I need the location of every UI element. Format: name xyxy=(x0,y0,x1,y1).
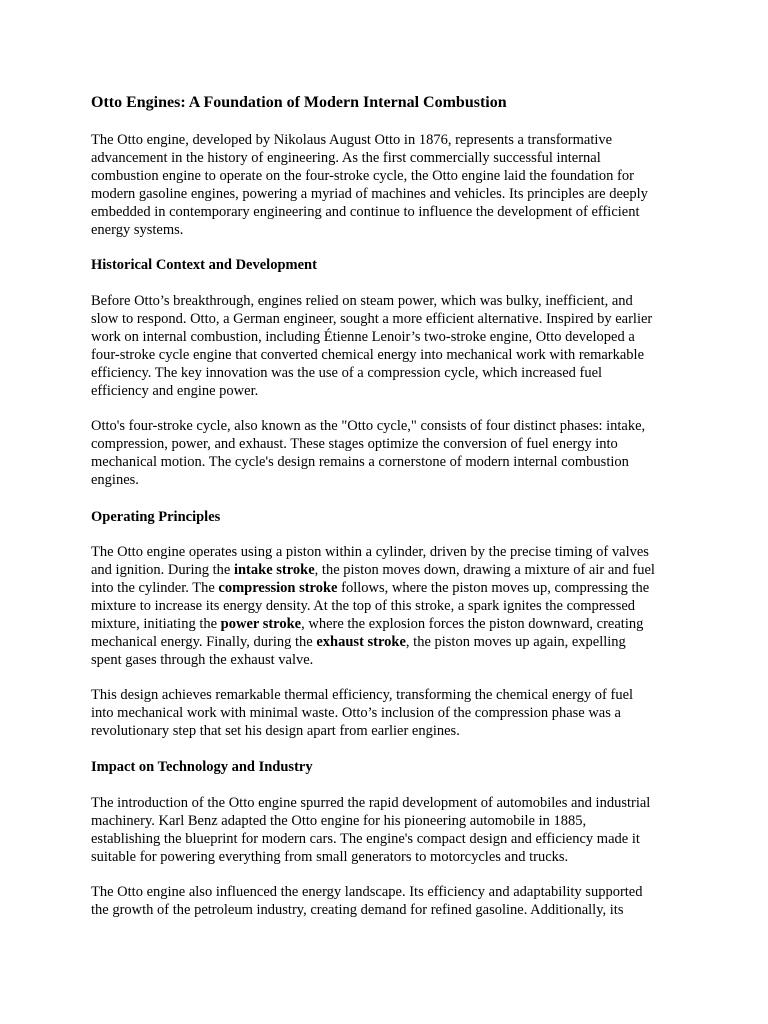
text-line: four-stroke cycle engine that converted chemical energy into mechanical work with remarkable xyxy=(91,347,645,363)
text-line: slow to respond. Otto, a German engineer, sought a more efficient alternative. Inspired by earlier xyxy=(91,311,653,327)
text-run: , where the explosion forces the piston downward, creating xyxy=(301,616,644,632)
text-line xyxy=(91,561,681,579)
text-line: Before Otto’s breakthrough, engines relied on steam power, which was bulky, inefficient, and xyxy=(91,293,633,309)
term-compression-stroke: compression stroke xyxy=(218,580,338,596)
history-paragraph-1 xyxy=(91,292,681,400)
text-line: mixture to increase its energy density. At the top of this stroke, a spark ignites the compressed xyxy=(91,598,636,614)
term-power-stroke: power stroke xyxy=(220,616,302,632)
operating-paragraph-2 xyxy=(91,686,681,740)
text-line: suitable for powering everything from small generators to motorcycles and trucks. xyxy=(91,849,569,865)
text-line: The Otto engine operates using a piston within a cylinder, driven by the precise timing of valves xyxy=(91,544,649,560)
section-heading-impact: Impact on Technology and Industry xyxy=(91,759,313,775)
document-title: Otto Engines: A Foundation of Modern Internal Combustion xyxy=(91,94,507,111)
text-line: revolutionary step that set his design apart from earlier engines. xyxy=(91,723,460,739)
text-run: into the cylinder. The xyxy=(91,580,219,596)
history-paragraph-2 xyxy=(91,417,681,489)
impact-paragraph-2 xyxy=(91,883,681,919)
text-line xyxy=(91,579,681,597)
impact-paragraph-1 xyxy=(91,794,681,866)
term-exhaust-stroke: exhaust stroke xyxy=(316,634,406,650)
text-run: , the piston moves up again, expelling xyxy=(405,634,626,650)
text-run: and ignition. During the xyxy=(91,562,234,578)
operating-paragraph-1 xyxy=(91,543,681,669)
section-heading-history: Historical Context and Development xyxy=(91,257,317,273)
text-line: advancement in the history of engineering. As the first commercially successful internal xyxy=(91,150,601,166)
text-line: spent gases through the exhaust valve. xyxy=(91,652,314,668)
text-line: Otto's four-stroke cycle, also known as the "Otto cycle," consists of four distinct phases: intake, xyxy=(91,418,646,434)
text-line: combustion engine to operate on the four-stroke cycle, the Otto engine laid the foundation for xyxy=(91,168,634,184)
text-line: The Otto engine, developed by Nikolaus August Otto in 1876, represents a transformative xyxy=(91,132,613,148)
text-line: modern gasoline engines, powering a myriad of machines and vehicles. Its principles are deeply xyxy=(91,186,648,202)
text-run: follows, where the piston moves up, compressing the xyxy=(337,580,650,596)
text-line: the growth of the petroleum industry, creating demand for refined gasoline. Additionally, its xyxy=(91,902,624,918)
text-line: embedded in contemporary engineering and continue to influence the development of efficient xyxy=(91,204,640,220)
intro-paragraph xyxy=(91,131,681,239)
text-line: The Otto engine also influenced the energy landscape. Its efficiency and adaptability supported xyxy=(91,884,643,900)
text-line: engines. xyxy=(91,472,139,488)
text-line: efficiency. The key innovation was the use of a compression cycle, which increased fuel xyxy=(91,365,603,381)
text-line xyxy=(91,615,681,633)
term-intake-stroke: intake stroke xyxy=(233,562,315,578)
section-heading-operating: Operating Principles xyxy=(91,509,221,525)
text-line: compression, power, and exhaust. These stages optimize the conversion of fuel energy into xyxy=(91,436,618,452)
text-line: work on internal combustion, including Étienne Lenoir’s two-stroke engine, Otto developed a xyxy=(91,329,635,345)
text-line: machinery. Karl Benz adapted the Otto engine for his pioneering automobile in 1885, xyxy=(91,813,587,829)
text-line: mechanical motion. The cycle's design remains a cornerstone of modern internal combustion xyxy=(91,454,629,470)
text-line: into mechanical work with minimal waste. Otto’s inclusion of the compression phase was a xyxy=(91,705,621,721)
text-line: efficiency and engine power. xyxy=(91,383,259,399)
text-run: mixture, initiating the xyxy=(91,616,221,632)
text-line: establishing the blueprint for modern cars. The engine's compact design and efficiency made it xyxy=(91,831,640,847)
text-run: , the piston moves down, drawing a mixture of air and fuel xyxy=(314,562,655,578)
text-line: energy systems. xyxy=(91,222,184,238)
text-line xyxy=(91,633,681,651)
text-run: mechanical energy. Finally, during the xyxy=(91,634,317,650)
text-line: This design achieves remarkable thermal efficiency, transforming the chemical energy of fuel xyxy=(91,687,634,703)
text-line: The introduction of the Otto engine spurred the rapid development of automobiles and industrial xyxy=(91,795,651,811)
